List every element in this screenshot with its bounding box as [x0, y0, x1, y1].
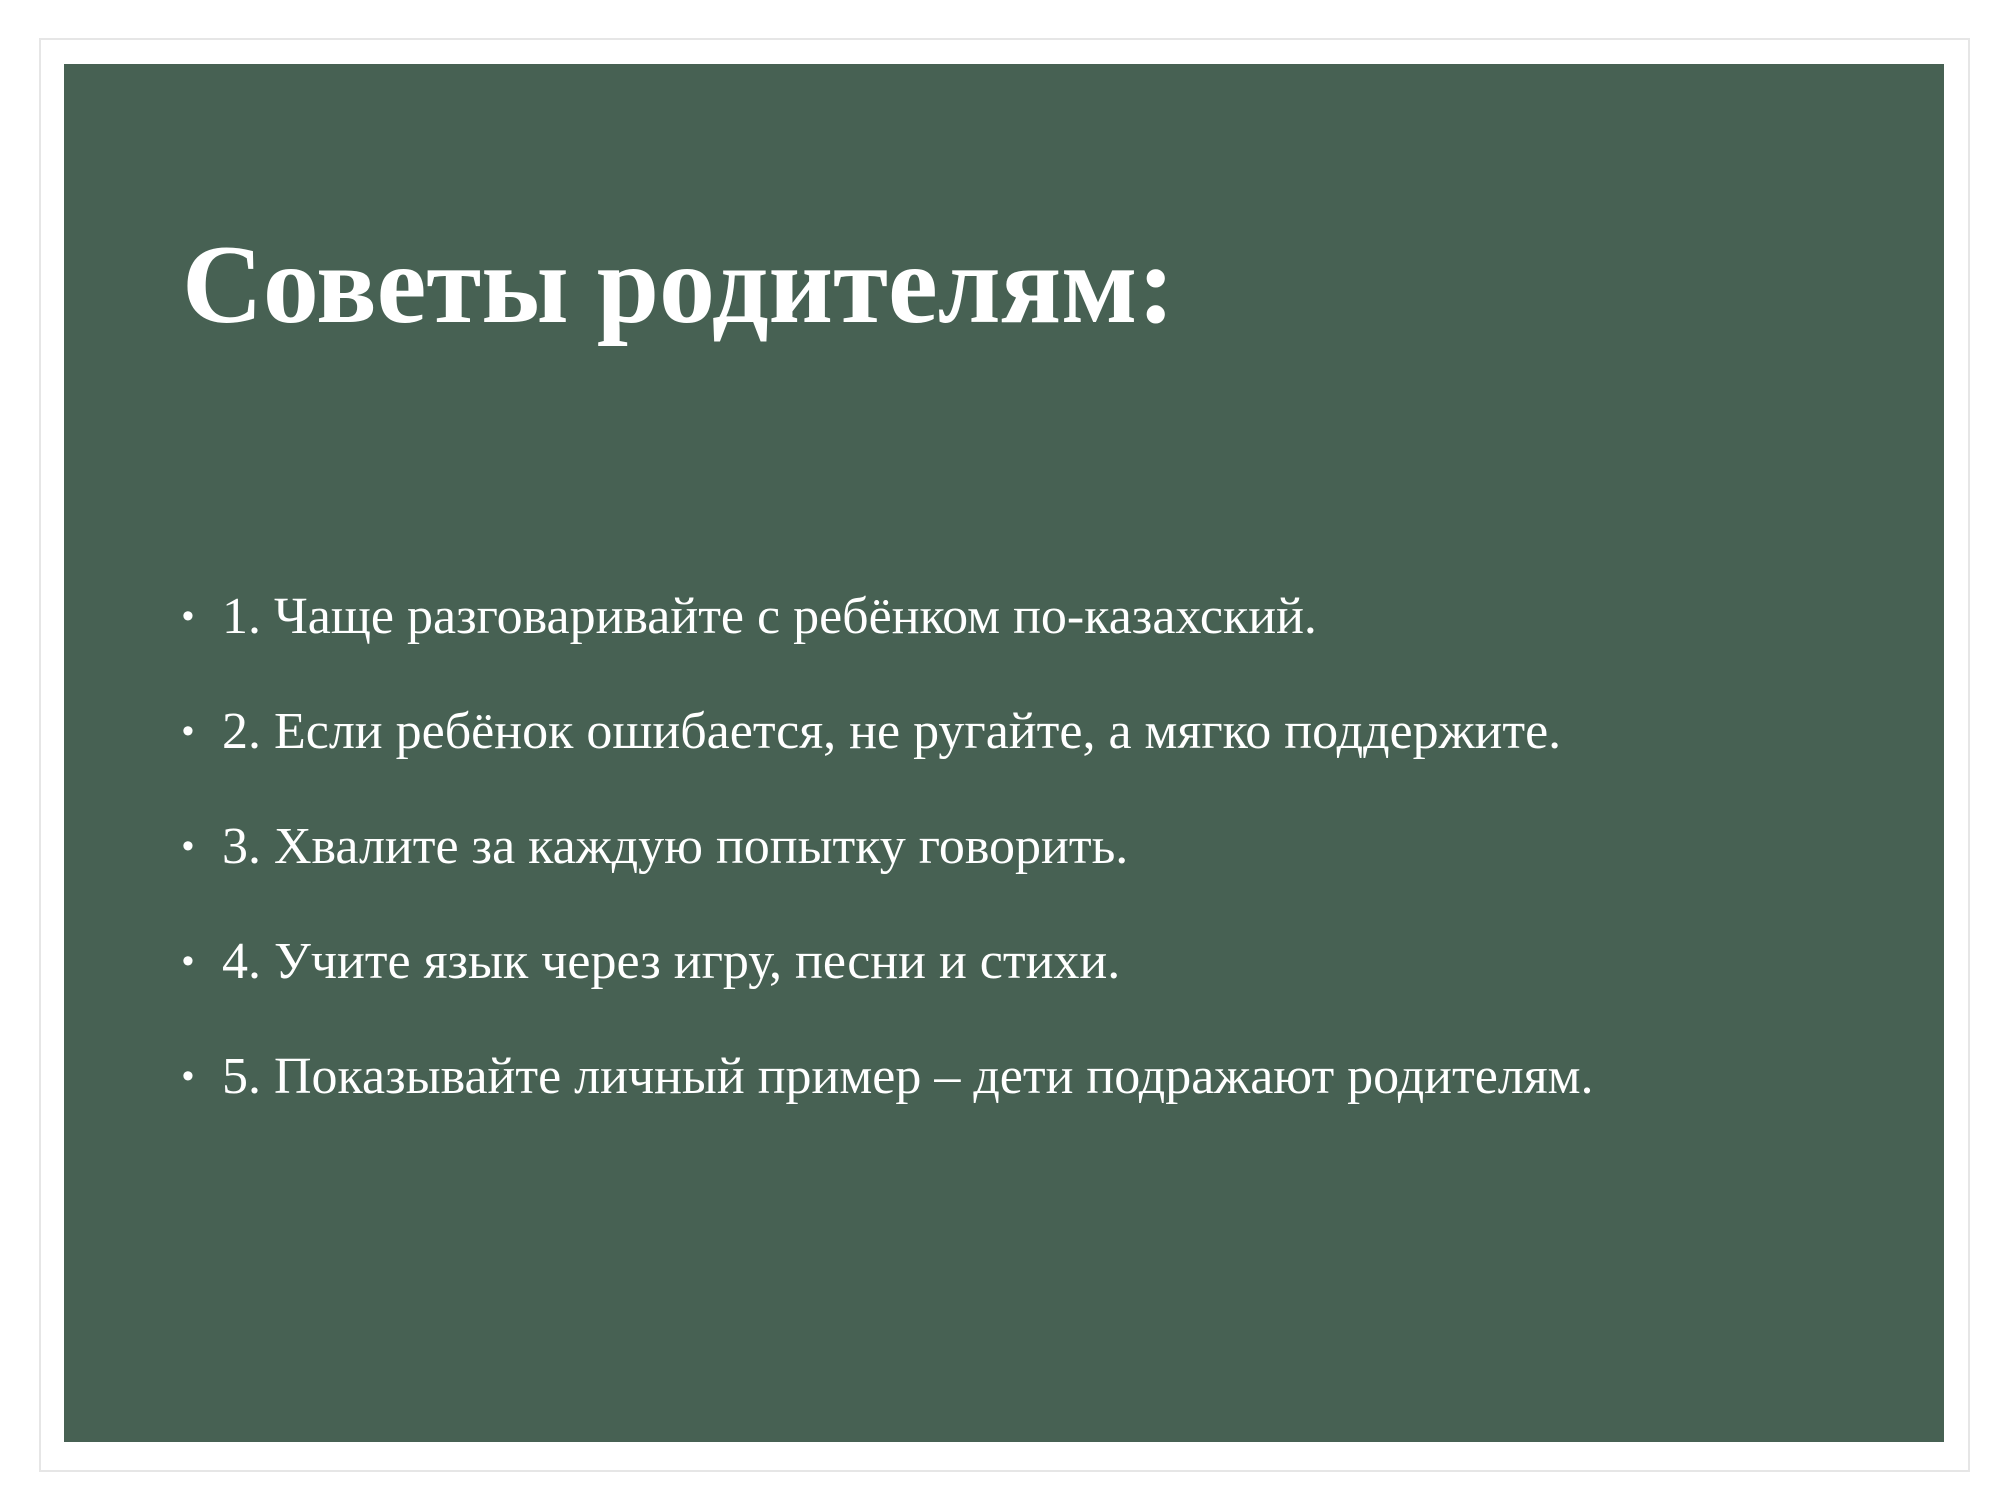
bullet-icon: • — [182, 942, 194, 980]
bullet-icon: • — [182, 597, 194, 635]
slide — [64, 64, 1944, 1442]
tip-item — [182, 588, 1594, 706]
slide-title: Советы родителям: — [182, 223, 1175, 347]
tip-text: 3. Хвалите за каждую попытку говорить. — [222, 818, 1129, 875]
bullet-icon: • — [182, 1057, 194, 1095]
bullet-icon: • — [182, 827, 194, 865]
tip-item — [182, 703, 1594, 821]
tips-list — [182, 588, 1594, 1166]
tip-item — [182, 933, 1594, 1051]
tip-text: 5. Показывайте личный пример – дети подражают родителям. — [222, 1048, 1594, 1105]
bullet-icon: • — [182, 712, 194, 750]
tip-item — [182, 1048, 1594, 1166]
tip-text: 2. Если ребёнок ошибается, не ругайте, а мягко поддержите. — [222, 703, 1562, 760]
tip-text: 1. Чаще разговаривайте с ребёнком по-казахский. — [222, 588, 1317, 645]
tip-item — [182, 818, 1594, 936]
tip-text: 4. Учите язык через игру, песни и стихи. — [222, 933, 1121, 990]
